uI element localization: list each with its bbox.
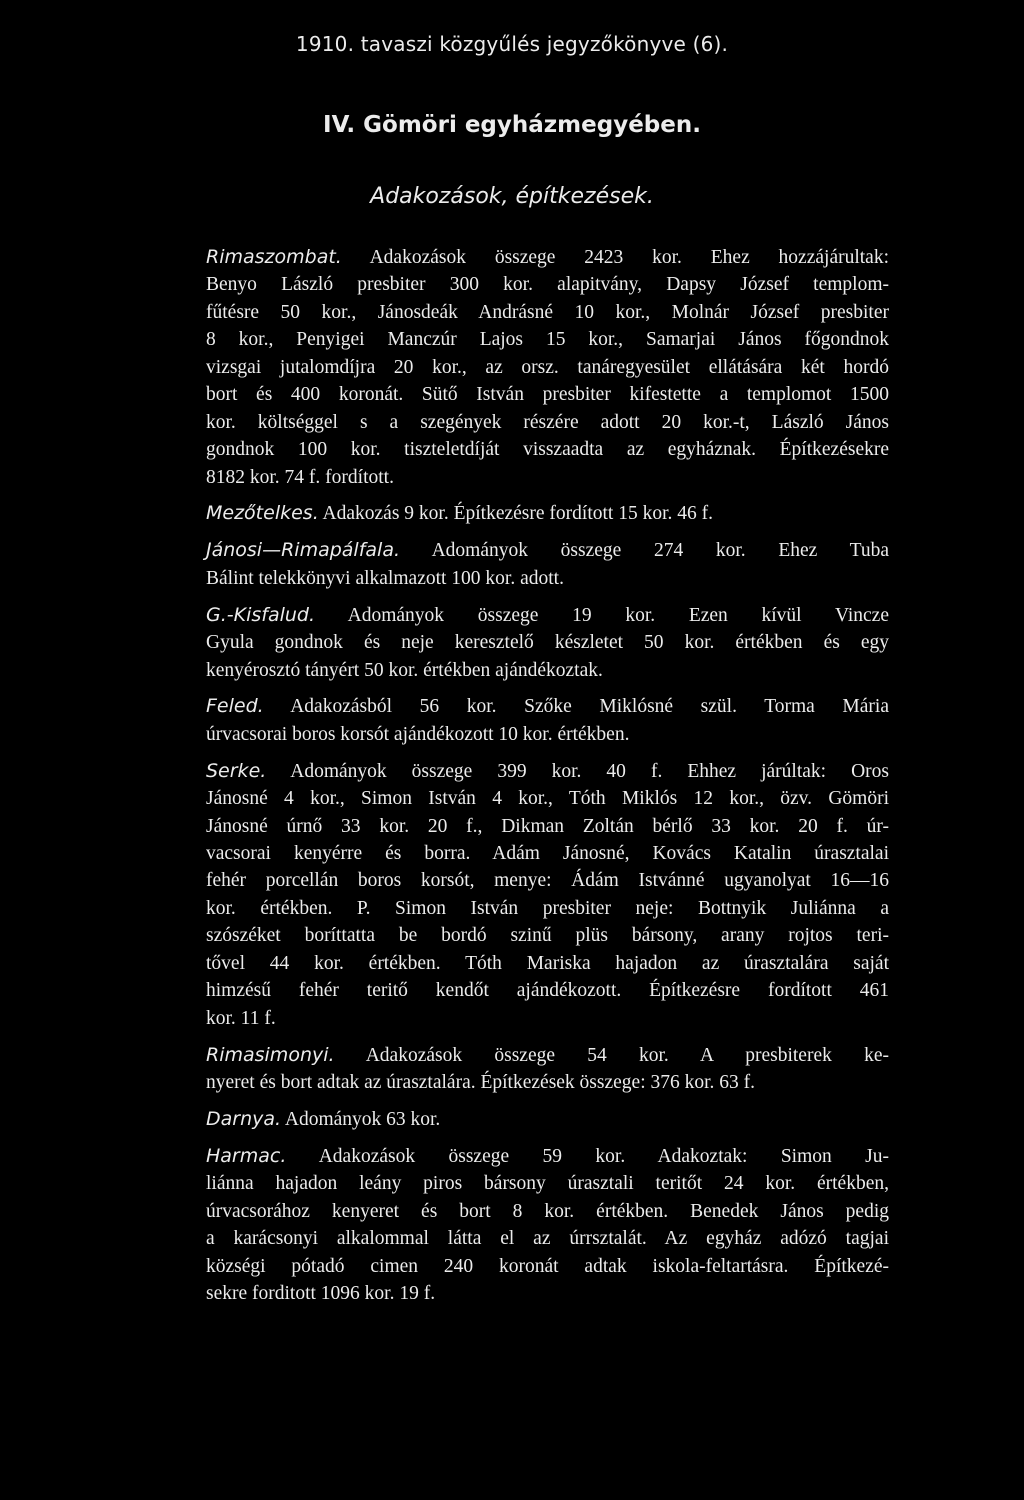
line-text: úrvacsorához kenyeret és bort 8 kor. értékben. Benedek János pedig — [206, 1200, 889, 1222]
text-line — [137, 629, 889, 656]
line-text: Adományok 63 kor. — [281, 1108, 441, 1130]
text-line — [137, 565, 889, 592]
text-line — [137, 537, 889, 564]
line-text: sekre forditott 1096 kor. 19 f. — [206, 1282, 436, 1304]
line-text: Jánosné úrnő 33 kor. 20 f., Dikman Zoltán bérlő 33 kor. 20 f. úr- — [206, 815, 889, 837]
text-line — [137, 840, 889, 867]
text-line — [137, 244, 889, 271]
text-line — [137, 1170, 889, 1197]
paragraph — [137, 500, 889, 527]
line-text: 8 kor., Penyigei Manczúr Lajos 15 kor., Samarjai János főgondnok — [206, 329, 889, 351]
text-line — [137, 1106, 889, 1133]
line-text: gondnok 100 kor. tiszteletdíját visszaadta az egyháznak. Építkezésekre — [206, 439, 889, 461]
text-line — [137, 354, 889, 381]
text-line — [137, 602, 889, 629]
place-name: Rimasimonyi. — [206, 1043, 335, 1066]
document-body — [137, 244, 889, 1307]
text-line — [137, 922, 889, 949]
place-name: Jánosi—Rimapálfala. — [206, 539, 400, 562]
line-text: a karácsonyi alkalommal látta el az úrrsztalát. Az egyház adózó tagjai — [206, 1228, 889, 1250]
place-name: Serke. — [206, 759, 267, 782]
place-name: Harmac. — [206, 1144, 287, 1167]
line-text: Jánosné 4 kor., Simon István 4 kor., Tóth Miklós 12 kor., özv. Gömöri — [206, 788, 889, 810]
line-text: Adakozások összege 2423 kor. Ehez hozzájárultak: — [341, 247, 889, 268]
line-text: liánna hajadon leány piros bársony úrasztali teritőt 24 kor. értékben, — [206, 1173, 889, 1195]
text-line — [137, 1253, 889, 1280]
text-line — [137, 436, 889, 463]
line-text: tővel 44 kor. értékben. Tóth Mariska hajadon az úrasztalára saját — [206, 952, 889, 974]
line-text: fűtésre 50 kor., Jánosdeák Andrásné 10 kor., Molnár József presbiter — [206, 301, 889, 323]
line-text: fehér porcellán boros korsót, menye: Ádám Istvánné ugyanolyat 16—16 — [206, 870, 889, 892]
running-head: 1910. tavaszi közgyűlés jegyzőkönyve (6). — [295, 32, 729, 56]
line-text: Adakozások összege 59 kor. Adakoztak: Simon Ju- — [286, 1145, 889, 1167]
line-text: Adományok összege 19 kor. Ezen kívül Vincze — [315, 604, 889, 626]
line-text: községi pótadó cimen 240 koronát adtak iskola-feltartásra. Építkezé- — [206, 1255, 889, 1277]
place-name: Rimaszombat. — [206, 246, 342, 268]
place-name: Mezőtelkes. — [206, 502, 319, 525]
text-line — [137, 950, 889, 977]
text-line — [137, 1042, 889, 1069]
text-line — [137, 326, 889, 353]
place-name: G.-Kisfalud. — [206, 603, 316, 626]
line-text: Adakozások összege 54 kor. A presbiterek ke- — [334, 1044, 889, 1066]
line-text: Bálint telekkönyvi alkalmazott 100 kor. adott. — [206, 567, 564, 589]
text-line — [137, 693, 889, 720]
line-text: szószéket boríttatta be bordó szinű plüs bársony, arany rojtos teri- — [206, 925, 889, 947]
text-line — [137, 721, 889, 748]
section-subheading: Adakozások, építkezések. — [370, 184, 654, 209]
text-line — [137, 1005, 889, 1032]
text-line — [137, 500, 889, 527]
line-text: bort és 400 koronát. Sütő István presbiter kifestette a templomot 1500 — [206, 384, 889, 406]
text-line — [137, 271, 889, 298]
line-text: Adakozás 9 kor. Építkezésre fordított 15 kor. 46 f. — [318, 503, 713, 525]
text-line — [137, 1225, 889, 1252]
place-name: Darnya. — [206, 1107, 282, 1130]
paragraph — [137, 244, 889, 491]
paragraph — [137, 758, 889, 1033]
paragraph — [137, 693, 889, 748]
paragraph — [137, 602, 889, 684]
text-line — [137, 867, 889, 894]
text-line — [137, 895, 889, 922]
text-line — [137, 813, 889, 840]
paragraph — [137, 1106, 889, 1133]
line-text: nyeret és bort adtak az úrasztalára. Építkezések összege: 376 kor. 63 f. — [206, 1072, 756, 1094]
text-line — [137, 977, 889, 1004]
line-text: kor. 11 f. — [206, 1007, 276, 1029]
line-text: kor. értékben. P. Simon István presbiter neje: Bottnyik Juliánna a — [206, 897, 889, 919]
text-line — [137, 1198, 889, 1225]
line-text: Adakozásból 56 kor. Szőke Miklósné szül. Torma Mária — [263, 696, 889, 718]
paragraph — [137, 537, 889, 592]
line-text: kenyérosztó tányért 50 kor. értékben ajándékoztak. — [206, 659, 603, 681]
line-text: himzésű fehér teritő kendőt ajándékozott. Építkezésre fordított 461 — [206, 980, 889, 1002]
line-text: vacsorai kenyérre és borra. Adám Jánosné, Kovács Katalin úrasztalai — [206, 843, 889, 865]
line-text: Adományok összege 399 kor. 40 f. Ehhez járúltak: Oros — [266, 760, 889, 782]
text-line — [137, 381, 889, 408]
text-line — [137, 464, 889, 491]
paragraph — [137, 1042, 889, 1097]
paragraph — [137, 1143, 889, 1308]
text-line — [137, 657, 889, 684]
place-name: Feled. — [206, 695, 264, 718]
text-line — [137, 409, 889, 436]
line-text: úrvacsorai boros korsót ajándékozott 10 kor. értékben. — [206, 723, 630, 745]
text-line — [137, 758, 889, 785]
line-text: Gyula gondnok és neje keresztelő készletet 50 kor. értékben és egy — [206, 632, 889, 654]
line-text: Benyo László presbiter 300 kor. alapitvány, Dapsy József templom- — [206, 274, 889, 296]
text-line — [137, 785, 889, 812]
text-line — [137, 299, 889, 326]
text-line — [137, 1143, 889, 1170]
text-line — [137, 1280, 889, 1307]
text-line — [137, 1069, 889, 1096]
line-text: kor. költséggel s a szegények részére adott 20 kor.-t, László János — [206, 411, 889, 433]
line-text: vizsgai jutalomdíjra 20 kor., az orsz. tanáregyesület ellátására két hordó — [206, 356, 889, 378]
section-heading: IV. Gömöri egyházmegyében. — [323, 112, 701, 138]
line-text: Adományok összege 274 kor. Ehez Tuba — [400, 540, 889, 562]
line-text: 8182 kor. 74 f. fordított. — [206, 466, 394, 488]
